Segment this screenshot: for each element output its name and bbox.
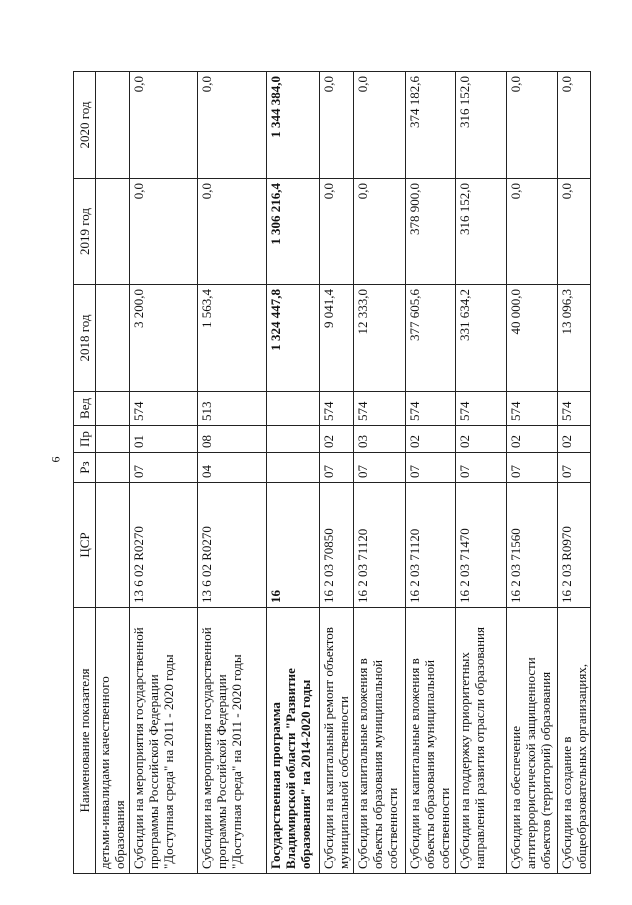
cell-name: детьми-инвалидами качественного образования bbox=[96, 608, 130, 874]
header-2019: 2019 год bbox=[74, 179, 96, 285]
cell-pr: 02 bbox=[506, 426, 557, 453]
cell-2020: 0,0 bbox=[319, 72, 353, 179]
cell-rz bbox=[266, 453, 319, 483]
cell-2020: 0,0 bbox=[557, 72, 590, 179]
cell-ved: 513 bbox=[198, 392, 266, 426]
cell-name: Субсидии на обеспечение антитеррористической защищенности объектов (территорий) образования bbox=[506, 608, 557, 874]
header-csr: ЦСР bbox=[74, 483, 96, 608]
cell-name: Субсидии на капитальные вложения в объекты образования муниципальной собственности bbox=[353, 608, 405, 874]
cell-csr: 16 2 03 71470 bbox=[456, 483, 506, 608]
cell-2020: 316 152,0 bbox=[456, 72, 506, 179]
cell-ved: 574 bbox=[456, 392, 506, 426]
cell-2018: 1 324 447,8 bbox=[266, 285, 319, 392]
table-row bbox=[456, 72, 506, 874]
table-row bbox=[319, 72, 353, 874]
document-table-area bbox=[73, 72, 591, 874]
header-pr: Пр bbox=[74, 426, 96, 453]
cell-2019: 0,0 bbox=[319, 179, 353, 285]
cell-2019: 0,0 bbox=[506, 179, 557, 285]
cell-rz: 07 bbox=[406, 453, 456, 483]
table-header-row bbox=[74, 72, 96, 874]
cell-2020: 0,0 bbox=[353, 72, 405, 179]
cell-2018: 377 605,6 bbox=[406, 285, 456, 392]
table-row bbox=[557, 72, 590, 874]
cell-2020: 0,0 bbox=[198, 72, 266, 179]
cell-ved: 574 bbox=[130, 392, 198, 426]
cell-pr: 02 bbox=[557, 426, 590, 453]
table-row bbox=[198, 72, 266, 874]
cell-pr: 02 bbox=[456, 426, 506, 453]
cell-2018: 9 041,4 bbox=[319, 285, 353, 392]
header-2018: 2018 год bbox=[74, 285, 96, 392]
cell-pr: 08 bbox=[198, 426, 266, 453]
cell-2019 bbox=[96, 179, 130, 285]
cell-pr: 02 bbox=[319, 426, 353, 453]
cell-ved: 574 bbox=[506, 392, 557, 426]
cell-rz: 07 bbox=[353, 453, 405, 483]
cell-2018 bbox=[96, 285, 130, 392]
cell-2020: 0,0 bbox=[506, 72, 557, 179]
table-row bbox=[130, 72, 198, 874]
cell-name: Субсидии на капитальный ремонт объектов муниципальной собственности bbox=[319, 608, 353, 874]
table-row bbox=[96, 72, 130, 874]
cell-2018: 12 333,0 bbox=[353, 285, 405, 392]
header-name: Наименование показателя bbox=[74, 608, 96, 874]
cell-2018: 331 634,2 bbox=[456, 285, 506, 392]
cell-csr: 16 2 03 71120 bbox=[353, 483, 405, 608]
cell-name: Субсидии на мероприятия государственной программы Российской Федерации "Доступная среда" на 2011 - 2020 годы bbox=[130, 608, 198, 874]
cell-rz bbox=[96, 453, 130, 483]
cell-name: Субсидии на капитальные вложения в объекты образования муниципальной собственности bbox=[406, 608, 456, 874]
cell-rz: 07 bbox=[319, 453, 353, 483]
cell-rz: 07 bbox=[456, 453, 506, 483]
cell-ved: 574 bbox=[406, 392, 456, 426]
cell-2018: 40 000,0 bbox=[506, 285, 557, 392]
cell-2019: 1 306 216,4 bbox=[266, 179, 319, 285]
table-row bbox=[266, 72, 319, 874]
cell-csr: 16 2 03 70850 bbox=[319, 483, 353, 608]
cell-pr bbox=[96, 426, 130, 453]
header-rz: Рз bbox=[74, 453, 96, 483]
cell-csr bbox=[96, 483, 130, 608]
cell-2019: 0,0 bbox=[353, 179, 405, 285]
cell-name: Субсидии на поддержку приоритетных направлений развития отрасли образования bbox=[456, 608, 506, 874]
cell-csr: 13 6 02 R0270 bbox=[130, 483, 198, 608]
cell-name: Субсидии на мероприятия государственной программы Российской Федерации "Доступная среда" на 2011 - 2020 годы bbox=[198, 608, 266, 874]
cell-2019: 316 152,0 bbox=[456, 179, 506, 285]
cell-csr: 16 2 03 71120 bbox=[406, 483, 456, 608]
cell-pr bbox=[266, 426, 319, 453]
cell-name: Субсидии на создание в общеобразовательных организациях, bbox=[557, 608, 590, 874]
cell-2020: 1 344 384,0 bbox=[266, 72, 319, 179]
cell-2019: 0,0 bbox=[198, 179, 266, 285]
cell-2018: 3 200,0 bbox=[130, 285, 198, 392]
page-number: 6 bbox=[48, 456, 63, 463]
cell-2020: 0,0 bbox=[130, 72, 198, 179]
cell-pr: 01 bbox=[130, 426, 198, 453]
table-row bbox=[506, 72, 557, 874]
cell-ved: 574 bbox=[353, 392, 405, 426]
cell-csr: 16 bbox=[266, 483, 319, 608]
cell-ved: 574 bbox=[319, 392, 353, 426]
cell-pr: 03 bbox=[353, 426, 405, 453]
cell-2019: 0,0 bbox=[130, 179, 198, 285]
cell-ved bbox=[266, 392, 319, 426]
cell-name: Государственная программа Владимирской области "Развитие образования" на 2014-2020 годы bbox=[266, 608, 319, 874]
cell-rz: 07 bbox=[557, 453, 590, 483]
cell-rz: 07 bbox=[130, 453, 198, 483]
cell-csr: 13 6 02 R0270 bbox=[198, 483, 266, 608]
cell-pr: 02 bbox=[406, 426, 456, 453]
cell-2020: 374 182,6 bbox=[406, 72, 456, 179]
cell-2019: 0,0 bbox=[557, 179, 590, 285]
cell-ved bbox=[96, 392, 130, 426]
cell-2018: 1 563,4 bbox=[198, 285, 266, 392]
cell-csr: 16 2 03 71560 bbox=[506, 483, 557, 608]
cell-rz: 04 bbox=[198, 453, 266, 483]
table-row bbox=[406, 72, 456, 874]
cell-csr: 16 2 03 R0970 bbox=[557, 483, 590, 608]
cell-2018: 13 096,3 bbox=[557, 285, 590, 392]
header-2020: 2020 год bbox=[74, 72, 96, 179]
table-row bbox=[353, 72, 405, 874]
cell-rz: 07 bbox=[506, 453, 557, 483]
header-ved: Вед bbox=[74, 392, 96, 426]
cell-2020 bbox=[96, 72, 130, 179]
budget-table bbox=[73, 71, 591, 874]
cell-ved: 574 bbox=[557, 392, 590, 426]
cell-2019: 378 900,0 bbox=[406, 179, 456, 285]
